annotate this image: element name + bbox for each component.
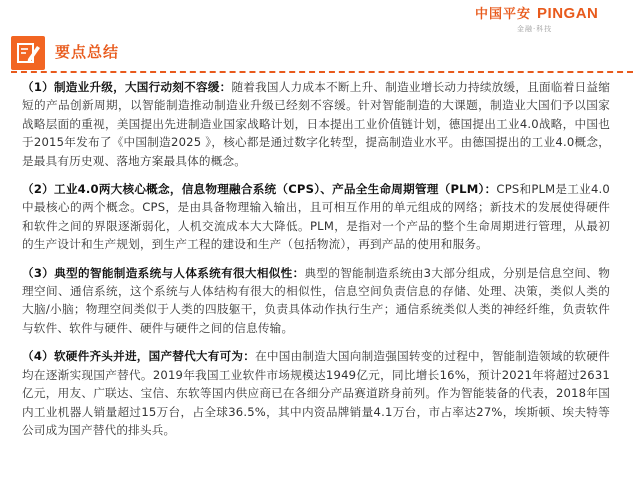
- edit-pencil-icon: [11, 36, 45, 70]
- paragraph-heading: （1）制造业升级，大国行动刻不容缓：: [22, 80, 232, 94]
- paragraph-heading: （3）典型的智能制造系统与人体系统有很大相似性：: [22, 265, 305, 280]
- paragraph-body: 随着我国人力成本不断上升、制造业增长动力持续放缓，且面临着日益缩短的产品创新周期，以智能制造推动制造业升级已经刻不容缓。针对智能制造的大课题，制造业大国们予以国家战略层面的重视，美国提出先进制造业国家战略计划，日本提出工业价值链计划，德国提出工业4.0战略，中国也于2015年发布了《中国制造2025 》，核心都是通过数字化转型，提高制造业水平。由德国提出的工业4.0概念，是最具有历史观、落地方案最具体的概念。: [22, 80, 610, 168]
- summary-paragraph-4: [22, 347, 610, 439]
- summary-paragraph-1: [22, 78, 610, 170]
- title-divider: [11, 71, 633, 73]
- logo-english-name: PINGAN: [537, 5, 599, 22]
- logo-tagline: 金融·科技: [517, 25, 553, 33]
- summary-paragraph-2: [22, 180, 610, 254]
- paragraph-body: CPS和PLM是工业4.0中最核心的两个概念。CPS，是由具备物理输入输出，且可相互作用的单元组成的网络；新技术的发展使得硬件和软件之间的界限逐渐弱化，人机交流成本大大降低。PLM，是指对一个产品的整个生命周期进行管理，从最初的生产设计和生产规划，到生产工程的建设和生产（包括物流），再到产品的使用和服务。: [22, 182, 610, 252]
- summary-content: [22, 78, 610, 439]
- paragraph-body: 典型的智能制造系统由3大部分组成，分别是信息空间、物理空间、通信系统，这个系统与人体结构有很大的相似性，信息空间负责信息的存储、处理、决策，类似人类的大脑/小脑；物理空间类似于人类的四肢躯干，负责具体动作执行生产；通信系统类似人类的神经纤维，负责软件与软件、软件与硬件、硬件与硬件之间的信息传输。: [22, 265, 611, 335]
- pingan-logo: [475, 6, 625, 34]
- paragraph-body: 在中国由制造大国向制造强国转变的过程中，智能制造领域的软硬件均在逐渐实现国产替代。2019年我国工业软件市场规模达1949亿元，同比增长16%，预计2021年将超过2631亿元，用友、广联达、宝信、东软等国内供应商已在各细分产品赛道跻身前列。作为智能装备的代表，2018年国内工业机器人销量超过15万台，占全球36.5%，其中内资品牌销量4.1万台，市占率达27%，埃斯顿、埃夫特等公司成为国产替代的排头兵。: [22, 349, 610, 437]
- paragraph-heading: （4）软硬件齐头并进，国产替代大有可为：: [22, 349, 256, 364]
- page-title: 要点总结: [55, 43, 120, 61]
- logo-wordmark: [475, 6, 625, 23]
- paragraph-heading: （2）工业4.0两大核心概念，信息物理融合系统（CPS）、产品全生命周期管理（PLM）：: [22, 182, 497, 197]
- logo-chinese-name: 中国平安: [475, 7, 532, 22]
- summary-paragraph-3: [22, 264, 610, 338]
